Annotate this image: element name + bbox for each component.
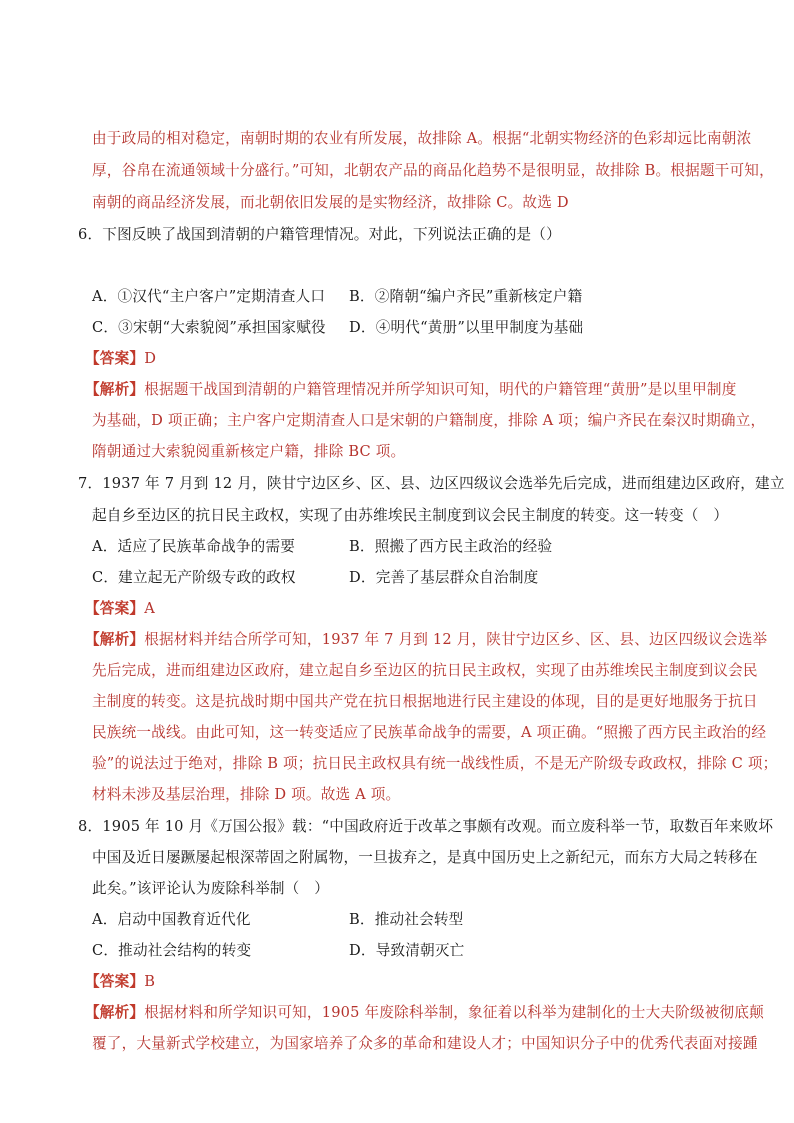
q7-analysis-line-1 [85,630,767,650]
q7-stem-line-1: 7．1937 年 7 月到 12 月，陕甘宁边区乡、区、县、边区四级议会选举先后完成，进而组建边区政府，建立 [78,475,785,492]
q6-analysis-line-2: 为基础，D 项正确；主户客户定期清查人口是宋朝的户籍制度，排除 A 项；编户齐民在秦汉时期确立， [92,412,766,429]
prev-analysis-quote: “北朝实物经济的色彩却远比南朝浓 [521,130,752,147]
answer-value: A [144,600,155,617]
answer-value: B [144,973,156,990]
analysis-text: 根据材料并结合所学可知，1937 年 7 月到 12 月，陕甘宁边区乡、区、县、边区四级议会选举 [144,631,768,648]
prev-analysis-line-3: 南朝的商品经济发展，而北朝依旧发展的是实物经济，故排除 C。故选 D [92,194,569,211]
q7-option-b: B．照搬了西方民主政治的经验 [349,538,553,555]
q7-option-a: A．适应了民族革命战争的需要 [92,538,296,555]
analysis-label: 【解析】 [85,381,145,398]
q6-answer [85,349,156,369]
q6-option-a: A．①汉代“主户客户”定期清查人口 [92,288,326,305]
q7-analysis-line-2: 先后完成，进而组建边区政府，建立起自乡至边区的抗日民主政权，实现了由苏维埃民主制度到议会民 [92,662,758,679]
q8-stem-line-1: 8．1905 年 10 月《万国公报》载：“中国政府近于改革之事颇有改观。而立废科举一节，取数百年来败坏 [78,818,774,835]
analysis-quote: “黄册” [602,381,648,398]
q7-option-c: C．建立起无产阶级专政的政权 [92,569,296,586]
analysis-text: 根据材料和所学知识可知，1905 年废除科举制，象征着以科举为建制化的士大夫阶级被彻底颠 [144,1004,764,1021]
q8-answer [85,972,155,992]
q8-option-b: B．推动社会转型 [349,911,464,928]
q6-analysis-line-3: 隋朝通过大索貌阅重新核定户籍，排除 BC 项。 [92,443,406,460]
analysis-label: 【解析】 [85,1004,145,1021]
prev-analysis-text: 可知，北朝农产品的商品化趋势不是很明显，故排除 B。根据题干可知， [299,162,774,179]
analysis-text: 民族统一战线。由此可知，这一转变适应了民族革命战争的需要，A 项正确。 [92,724,596,741]
analysis-text: ”的说法过于绝对，排除 B 项；抗日民主政权具有统一战线性质，不是无产阶级专政政权，排除 C 项； [106,755,778,772]
q8-option-a: A．启动中国教育近代化 [92,911,251,928]
analysis-quote: “照搬了西方民主政治的经 [595,724,767,741]
answer-value: D [144,350,157,367]
analysis-text: 是以里甲制度 [647,381,737,398]
q8-stem-line-3: 此矣。”该评论认为废除科举制（ ） [92,880,330,897]
q7-answer [85,599,155,619]
q6-analysis-line-1 [85,380,736,400]
prev-analysis-line-1 [92,129,751,149]
q7-stem-line-2: 起自乡至边区的抗日民主政权，实现了由苏维埃民主制度到议会民主制度的转变。这一转变（ ） [92,507,729,524]
prev-analysis-quote: 厚，谷帛在流通领域十分盛行。” [92,162,300,179]
q6-option-d: D．④明代“黄册”以里甲制度为基础 [349,319,584,336]
q8-stem-line-2: 中国及近日屡蹶屡起根深蒂固之附属物，一旦拔弃之，是真中国历史上之新纪元，而东方大局之转移在 [92,849,758,866]
q8-option-d: D．导致清朝灭亡 [349,942,465,959]
q6-stem: 6．下图反映了战国到清朝的户籍管理情况。对此，下列说法正确的是（） [78,226,561,243]
q8-analysis-line-1 [85,1003,764,1023]
q7-analysis-line-5 [92,754,777,774]
q7-analysis-line-4 [92,723,766,743]
prev-analysis-line-2 [92,161,774,181]
analysis-text: 根据题干战国到清朝的户籍管理情况并所学知识可知，明代的户籍管理 [144,381,603,398]
q7-option-d: D．完善了基层群众自治制度 [349,569,539,586]
analysis-label: 【解析】 [85,631,145,648]
q6-option-b: B．②隋朝“编户齐民”重新核定户籍 [349,288,583,305]
q7-analysis-line-3: 主制度的转变。这是抗战时期中国共产党在抗日根据地进行民主建设的体现，目的是更好地服务于抗日 [92,693,758,710]
prev-analysis-text: 由于政局的相对稳定，南朝时期的农业有所发展，故排除 A。根据 [92,130,522,147]
analysis-quote: 验 [92,755,107,772]
q8-analysis-line-2: 覆了，大量新式学校建立，为国家培养了众多的革命和建设人才；中国知识分子中的优秀代表面对接踵 [92,1035,758,1052]
answer-label: 【答案】 [85,973,145,990]
q6-option-c: C．③宋朝“大索貌阅”承担国家赋役 [92,319,326,336]
q7-analysis-line-6: 材料未涉及基层治理，排除 D 项。故选 A 项。 [92,786,401,803]
q8-option-c: C．推动社会结构的转变 [92,942,252,959]
answer-label: 【答案】 [85,600,145,617]
answer-label: 【答案】 [85,350,145,367]
